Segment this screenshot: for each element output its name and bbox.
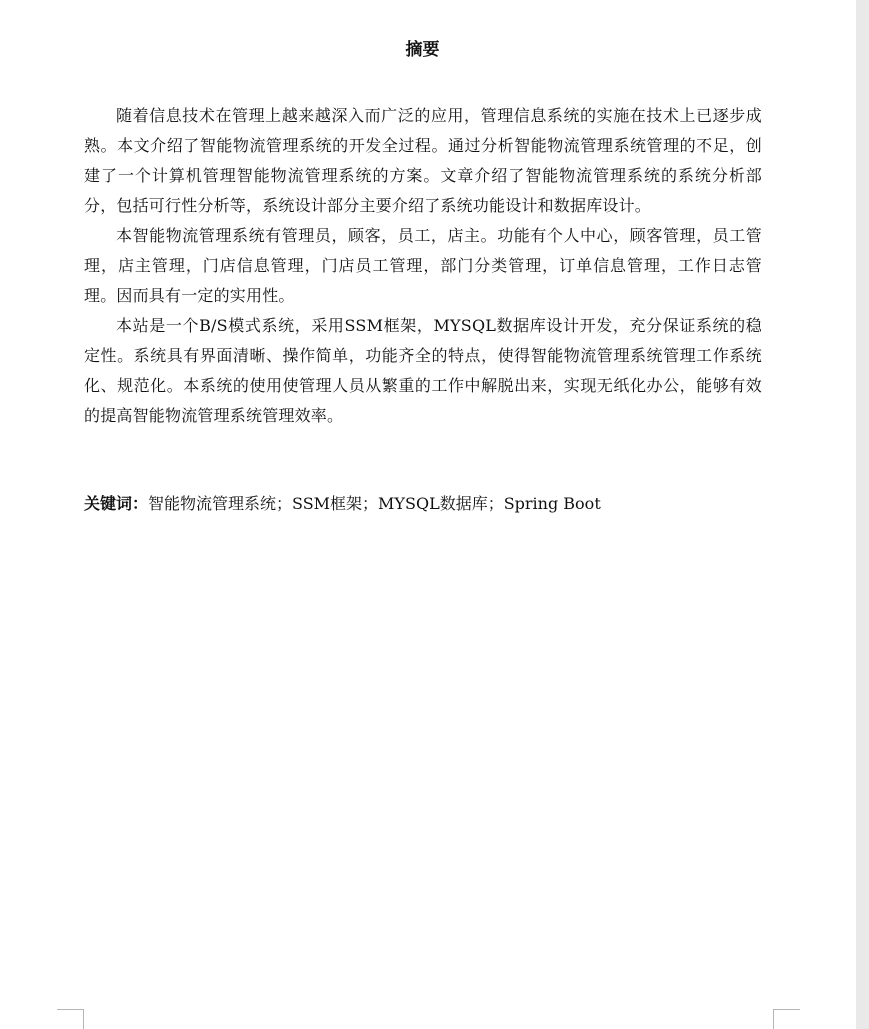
keywords-label: 关键词： <box>84 494 149 513</box>
window-gutter <box>856 0 869 1029</box>
keywords-line <box>84 489 762 519</box>
abstract-paragraph-1: 随着信息技术在管理上越来越深入而广泛的应用，管理信息系统的实施在技术上已逐步成熟。本文介绍了智能物流管理系统的开发全过程。通过分析智能物流管理系统管理的不足，创建了一个计算机管理智能物流管理系统的方案。文章介绍了智能物流管理系统的系统分析部分，包括可行性分析等，系统设计部分主要介绍了系统功能设计和数据库设计。 <box>84 106 762 215</box>
keywords-text: 智能物流管理系统；SSM框架；MYSQL数据库；Spring Boot <box>148 494 601 513</box>
page-corner-mark-right <box>773 1009 800 1029</box>
abstract-body <box>84 101 762 431</box>
abstract-paragraph-2: 本智能物流管理系统有管理员，顾客，员工，店主。功能有个人中心，顾客管理，员工管理，店主管理，门店信息管理，门店员工管理，部门分类管理，订单信息管理，工作日志管理。因而具有一定的实用性。 <box>84 226 762 305</box>
abstract-paragraph-3: 本站是一个B/S模式系统，采用SSM框架，MYSQL数据库设计开发，充分保证系统的稳定性。系统具有界面清晰、操作简单，功能齐全的特点，使得智能物流管理系统管理工作系统化、规范化。本系统的使用使管理人员从繁重的工作中解脱出来，实现无纸化办公，能够有效的提高智能物流管理系统管理效率。 <box>84 316 762 425</box>
abstract-title: 摘要 <box>405 40 440 60</box>
page-corner-mark-left <box>57 1009 84 1029</box>
